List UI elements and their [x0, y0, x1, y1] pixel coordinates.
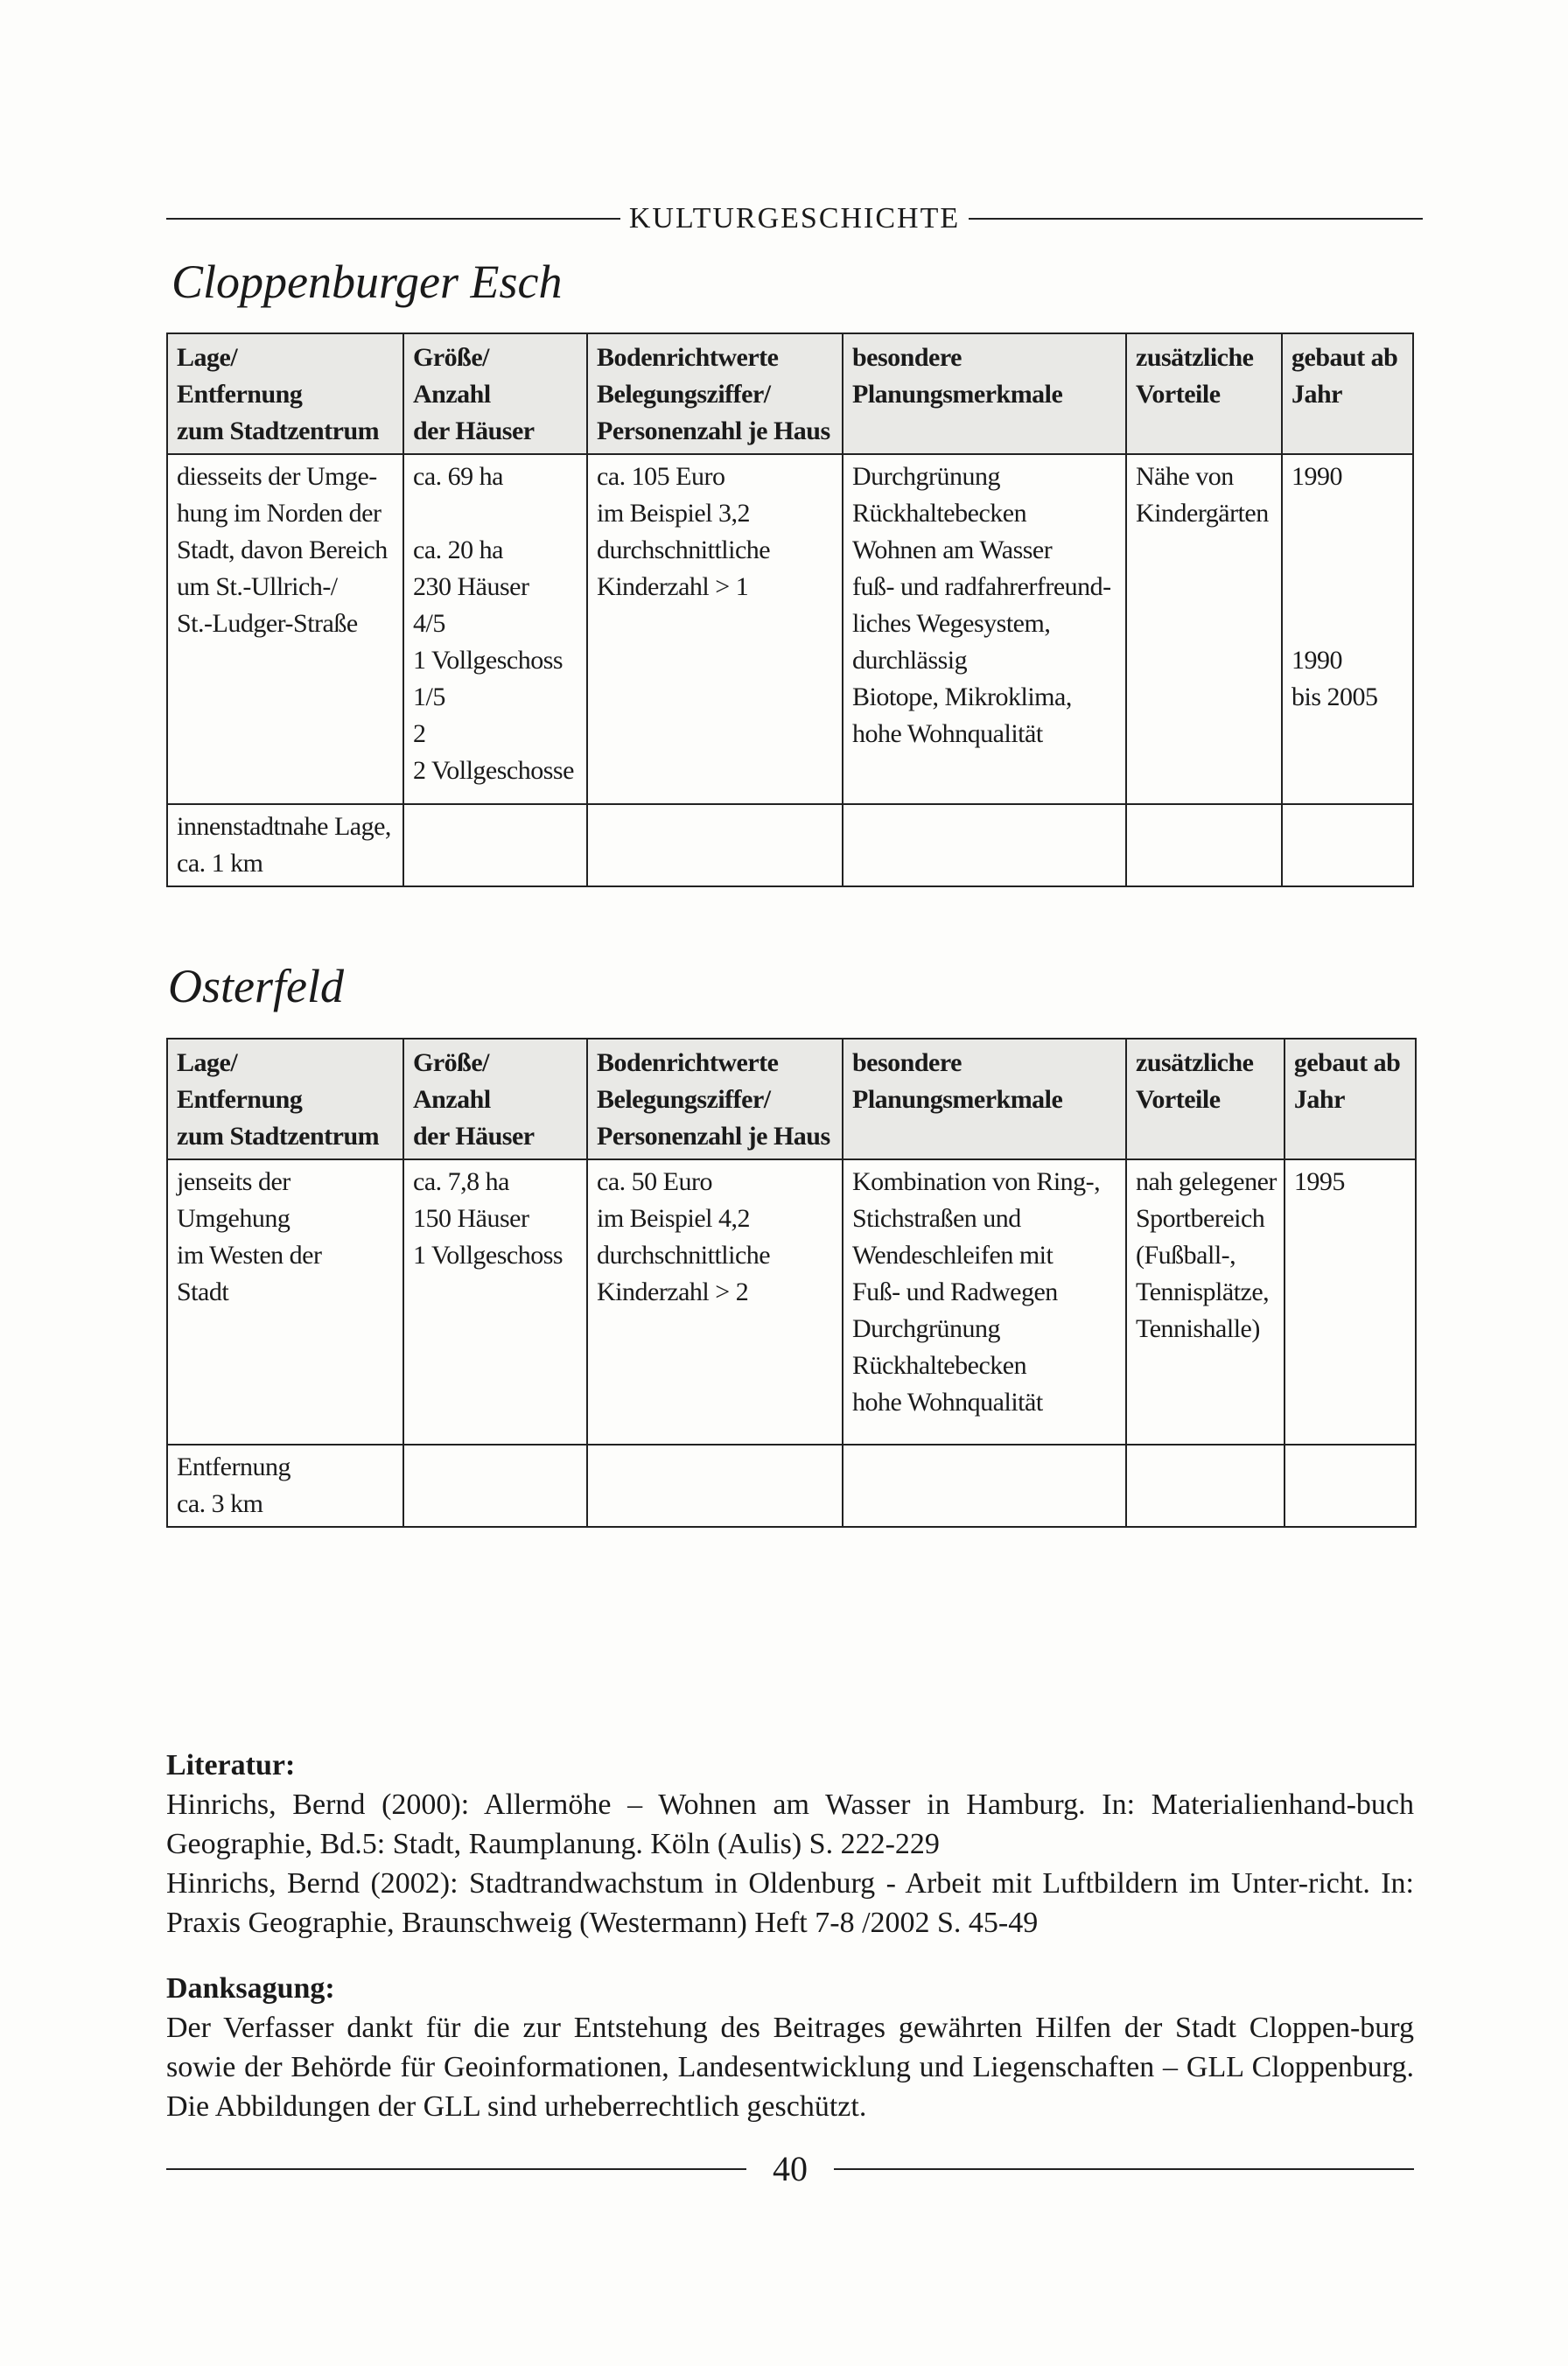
- running-header: [166, 197, 1423, 241]
- literatur-block: [166, 1746, 1414, 1942]
- running-header-label: KULTURGESCHICHTE: [628, 202, 961, 234]
- table-row: [167, 804, 1413, 886]
- col-header-lage: Lage/ Entfernung zum Stadtzentrum: [167, 333, 403, 454]
- table-row: [167, 1445, 1416, 1527]
- danksagung-text: Der Verfasser dankt für die zur Entstehung des Beitrages gewährten Hilfen der Stadt Cloppen-burg sowie der Behörde für Geoinformationen, Landesentwicklung und Liegenschaften – GLL Cloppenburg. Die Abbildungen der GLL sind urheberrechtlich geschützt.: [166, 2012, 1414, 2123]
- cell-empty: [587, 1445, 843, 1527]
- literatur-entry: Hinrichs, Bernd (2002): Stadtrandwachstum in Oldenburg - Arbeit mit Luftbildern im Unter-richt. In: Praxis Geographie, Braunschweig (Westermann) Heft 7-8 /2002 S. 45-49: [166, 1867, 1414, 1939]
- table-header-row: [167, 1039, 1416, 1159]
- col-header-groesse: Größe/ Anzahl der Häuser: [403, 333, 587, 454]
- cell-empty: [403, 1445, 587, 1527]
- cell-jahr: 1995: [1284, 1159, 1416, 1445]
- literatur-heading: Literatur:: [166, 1749, 296, 1782]
- col-header-jahr: gebaut ab Jahr: [1282, 333, 1413, 454]
- col-header-vorteile: zusätzliche Vorteile: [1126, 333, 1282, 454]
- cell-bodenrichtwerte: ca. 50 Euro im Beispiel 4,2 durchschnittliche Kinderzahl > 2: [587, 1159, 843, 1445]
- cell-bodenrichtwerte: ca. 105 Euro im Beispiel 3,2 durchschnittliche Kinderzahl > 1: [587, 454, 843, 804]
- cell-empty: [843, 804, 1126, 886]
- danksagung-block: [166, 1969, 1414, 2126]
- cell-lage: Entfernung ca. 3 km: [167, 1445, 403, 1527]
- col-header-lage: Lage/ Entfernung zum Stadtzentrum: [167, 1039, 403, 1159]
- cell-lage: innenstadtnahe Lage, ca. 1 km: [167, 804, 403, 886]
- footer-rule-right: [834, 2168, 1414, 2170]
- col-header-bodenrichtwerte: Bodenrichtwerte Belegungsziffer/ Personenzahl je Haus: [587, 1039, 843, 1159]
- header-rule-right: [969, 218, 1423, 220]
- col-header-bodenrichtwerte: Bodenrichtwerte Belegungsziffer/ Personenzahl je Haus: [587, 333, 843, 454]
- literatur-entry: Hinrichs, Bernd (2000): Allermöhe – Wohnen am Wasser in Hamburg. In: Materialienhand-buch Geographie, Bd.5: Stadt, Raumplanung. Köln (Aulis) S. 222-229: [166, 1788, 1414, 1860]
- cell-lage: jenseits der Umgehung im Westen der Stadt: [167, 1159, 403, 1445]
- cell-planungsmerkmale: Kombination von Ring-, Stichstraßen und Wendeschleifen mit Fuß- und Radwegen Durchgrünung Rückhaltebecken hohe Wohnqualität: [843, 1159, 1126, 1445]
- table-header-row: [167, 333, 1413, 454]
- col-header-planungsmerkmale: besondere Planungsmerkmale: [843, 1039, 1126, 1159]
- cell-empty: [403, 804, 587, 886]
- table-row: [167, 454, 1413, 804]
- cell-empty: [1282, 804, 1413, 886]
- section-title-osterfeld: Osterfeld: [168, 960, 344, 1012]
- footer-rule-left: [166, 2168, 746, 2170]
- col-header-planungsmerkmale: besondere Planungsmerkmale: [843, 333, 1126, 454]
- cell-planungsmerkmale: Durchgrünung Rückhaltebecken Wohnen am Wasser fuß- und radfahrerfreund- liches Wegesystem, durchlässig Biotope, Mikroklima, hohe Wohnqualität: [843, 454, 1126, 804]
- cell-empty: [1284, 1445, 1416, 1527]
- page-footer: [166, 2146, 1414, 2193]
- page-number: 40: [773, 2149, 808, 2188]
- col-header-jahr: gebaut ab Jahr: [1284, 1039, 1416, 1159]
- cell-empty: [1126, 804, 1282, 886]
- cell-empty: [843, 1445, 1126, 1527]
- table-row: [167, 1159, 1416, 1445]
- cell-empty: [1126, 1445, 1284, 1527]
- table-cloppenburger-esch: [166, 332, 1414, 887]
- col-header-groesse: Größe/ Anzahl der Häuser: [403, 1039, 587, 1159]
- section-title-cloppenburger-esch: Cloppenburger Esch: [172, 256, 563, 308]
- header-rule-left: [166, 218, 620, 220]
- cell-vorteile: nah gelegener Sportbereich (Fußball-, Tennisplätze, Tennishalle): [1126, 1159, 1284, 1445]
- table-osterfeld: [166, 1038, 1417, 1528]
- cell-lage: diesseits der Umge- hung im Norden der Stadt, davon Bereich um St.-Ullrich-/ St.-Ludger-Straße: [167, 454, 403, 804]
- cell-groesse: ca. 7,8 ha 150 Häuser 1 Vollgeschoss: [403, 1159, 587, 1445]
- col-header-vorteile: zusätzliche Vorteile: [1126, 1039, 1284, 1159]
- cell-jahr: 1990 1990 bis 2005: [1282, 454, 1413, 804]
- danksagung-heading: Danksagung:: [166, 1972, 335, 2005]
- cell-vorteile: Nähe von Kindergärten: [1126, 454, 1282, 804]
- cell-groesse: ca. 69 ha ca. 20 ha 230 Häuser 4/5 1 Vollgeschoss 1/5 2 2 Vollgeschosse: [403, 454, 587, 804]
- cell-empty: [587, 804, 843, 886]
